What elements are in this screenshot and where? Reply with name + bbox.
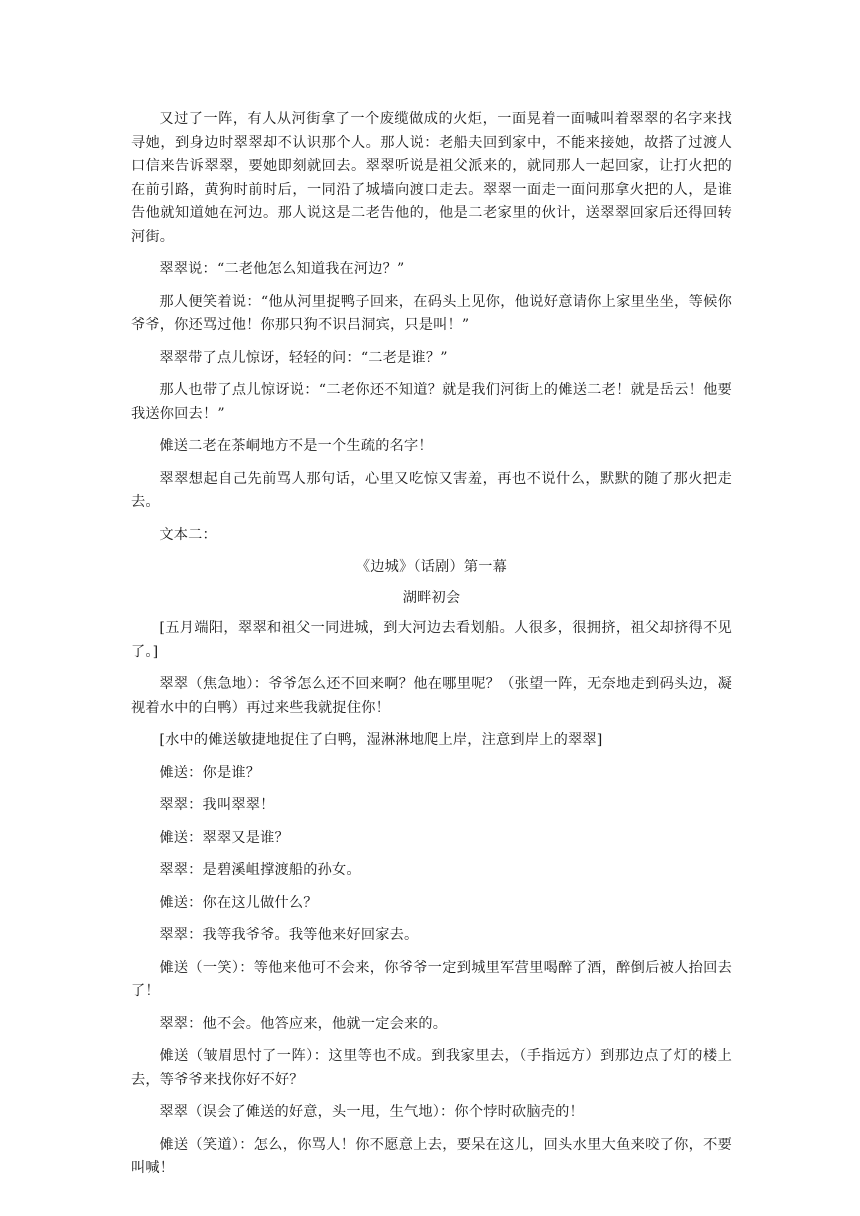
script-line: 傩送：你在这儿做什么？: [159, 894, 318, 911]
script-line: 傩送：你是谁？: [159, 764, 261, 781]
script-line: 傩送（一笑）：等他来他可不会来，你爷爷一定到城里军营里喝醉了酒，醉倒后被人抬回去了！: [131, 959, 732, 999]
paragraph-dialogue: 那人便笑着说：“他从河里捉鸭子回来，在码头上见你，他说好意请你上家里坐坐，等候你爷爷，你还骂过他！你那只狗不识吕洞宾，只是叫！”: [131, 293, 732, 333]
script-line: 翠翠：他不会。他答应来，他就一定会来的。: [159, 1015, 448, 1032]
paragraph-dialogue: 翠翠说：“二老他怎么知道我在河边？”: [159, 261, 405, 277]
script-line: 傩送（皱眉思忖了一阵）：这里等也不成。到我家里去，（手指远方）到那边点了灯的楼上去，等爷爷来找你好不好？: [131, 1048, 732, 1088]
script-line: 翠翠（误会了傩送的好意，头一甩，生气地）：你个悖时砍脑壳的！: [159, 1104, 584, 1120]
script-line: 翠翠（焦急地）：爷爷怎么还不回来啊？他在哪里呢？（张望一阵，无奈地走到码头边，凝视着水中的白鸭）再过来些我就捉住你！: [131, 676, 732, 716]
script-line: 翠翠：我叫翠翠！: [159, 797, 275, 813]
script-line: 翠翠：是碧溪岨撑渡船的孙女。: [159, 862, 361, 878]
paragraph-narration-torch: 又过了一阵，有人从河街拿了一个废缆做成的火炬，一面晃着一面喊叫着翠翠的名字来找寻她，到身边时翠翠却不认识那个人。那人说：老船夫回到家中，不能来接她，故搭了过渡人口信来告诉翠翠，要她即刻就回去。翠翠听说是祖父派来的，就同那人一起回家，让打火把的在前引路，黄狗时前时后，一同沿了城墙向渡口走去。翠翠一面走一面问那拿火把的人，是谁告他就知道她在河边。那人说这是二老告他的，他是二老家里的伙计，送翠翠回家后还得回转河街。: [131, 111, 732, 245]
script-line: 傩送：翠翠又是谁？: [159, 829, 289, 846]
section-label-text-two: 文本二：: [159, 526, 217, 543]
paragraph-narration: 翠翠想起自己先前骂人那句话，心里又吃惊又害羞，再也不说什么，默默的随了那火把走去。: [131, 470, 732, 510]
stage-direction: [水中的傩送敏捷地捉住了白鸭，湿淋淋地爬上岸，注意到岸上的翠翠]: [159, 732, 603, 748]
stage-direction: [五月端阳，翠翠和祖父一同进城，到大河边去看划船。人很多，很拥挤，祖父却挤得不见了。]: [131, 620, 732, 660]
paragraph-narration: 傩送二老在茶峒地方不是一个生疏的名字！: [159, 438, 433, 454]
paragraph-dialogue: 那人也带了点儿惊讶说：“二老你还不知道？就是我们河街上的傩送二老！就是岳云！他要我送你回去！”: [131, 382, 732, 422]
play-title: 《边城》（话剧）第一幕: [355, 559, 508, 575]
script-line: 傩送（笑道）：怎么，你骂人！你不愿意上去，要呆在这儿，回头水里大鱼来咬了你，不要叫喊！: [131, 1136, 732, 1176]
script-line: 翠翠：我等我爷爷。我等他来好回家去。: [159, 927, 419, 943]
paragraph-dialogue: 翠翠带了点儿惊讶，轻轻的问：“二老是谁？”: [159, 349, 448, 366]
scene-title: 湖畔初会: [402, 589, 461, 606]
